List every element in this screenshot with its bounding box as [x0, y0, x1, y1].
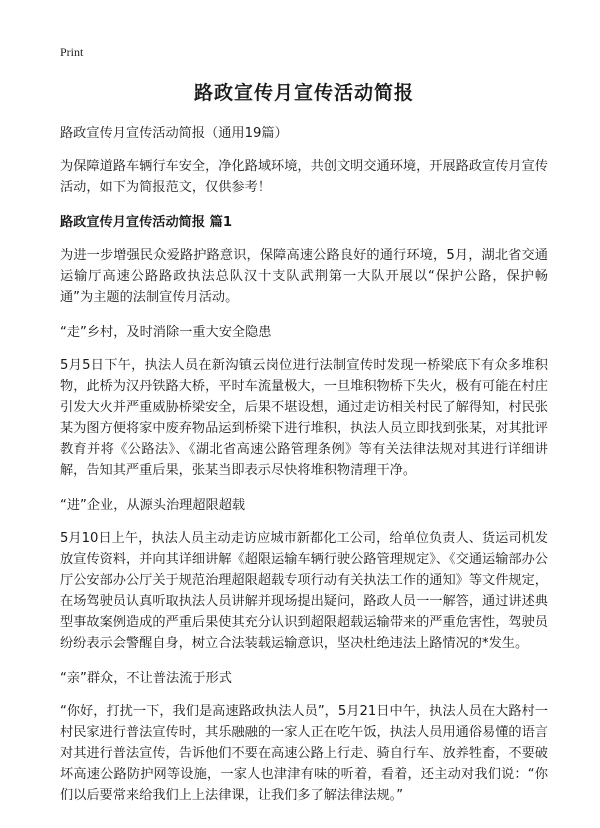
body-paragraph: 5月10日上午，执法人员主动走访应城市新都化工公司，给单位负责人、货运司机发放宣传资料，并向其详细讲解《超限运输车辆行驶公路管理规定》、《交通运输部办公厅公安部办公厅关于规范治理超限超载专项行动有关执法工作的通知》等文件规定，在场驾驶员认真听取执法人员讲解并现场提出疑问，路政人员一一解答，通过讲述典型事故案例造成的严重后果使其充分认识到超限超载运输带来的严重危害性，驾驶员纷纷表示会警醒自身，树立合法装载运输意识，坚决杜绝违法上路情况的*发生。 — [60, 531, 548, 651]
body-paragraph: “你好，打扰一下，我们是高速路政执法人员”，5月21日中午，执法人员在大路村一村民家进行普法宣传时，其乐融融的一家人正在吃午饭，执法人员用通俗易懂的语言对其进行普法宣传，告诉他们不要在高速公路上行走、骑自行车、放养牲畜，不要破坏高速公路防护网等设施，一家人也津津有味的听着，看着，还主动对我们说：“你们以后要常来给我们上上法律课，让我们多了解法律法规。” — [60, 704, 548, 803]
document-subtitle: 路政宣传月宣传活动简报（通用19篇） — [60, 126, 288, 141]
intro-paragraph: 为保障道路车辆行车安全，净化路域环境，共创文明交通环境，开展路政宣传月宣传活动，如下为简报范文，仅供参考！ — [60, 159, 548, 195]
body-paragraph: 为进一步增强民众爱路护路意识，保障高速公路良好的通行环境，5月，湖北省交通运输厅高速公路路政执法总队汉十支队武荆第一大队开展以“保护公路，保护畅通”为主题的法制宣传月活动。 — [60, 248, 548, 305]
print-link[interactable]: Print — [60, 45, 84, 59]
subsection-heading: “进”企业，从源头治理超限超载 — [60, 498, 246, 513]
subsection-heading: “走”乡村，及时消除一重大安全隐患 — [60, 325, 272, 340]
document-body — [60, 78, 548, 820]
body-paragraph: 5月5日下午，执法人员在新沟镇云岗位进行法制宣传时发现一桥梁底下有众多堆积物，此桥为汉丹铁路大桥，平时车流量极大，一旦堆积物桥下失火，极有可能在村庄引发大火并严重威胁桥梁安全，后果不堪设想，通过走访相关村民了解得知，村民张某为图方便将家中废弃物品运到桥梁下进行堆积，执法人员立即找到张某，对其批评教育并将《公路法》、《湖北省高速公路管理条例》等有关法律法规对其进行详细讲解，告知其严重后果，张某当即表示尽快将堆积物清理干净。 — [60, 358, 548, 478]
page-title: 路政宣传月宣传活动简报 — [193, 82, 414, 104]
subsection-heading: “亲”群众，不让普法流于形式 — [60, 671, 232, 686]
section-heading: 路政宣传月宣传活动简报 篇1 — [60, 215, 233, 230]
